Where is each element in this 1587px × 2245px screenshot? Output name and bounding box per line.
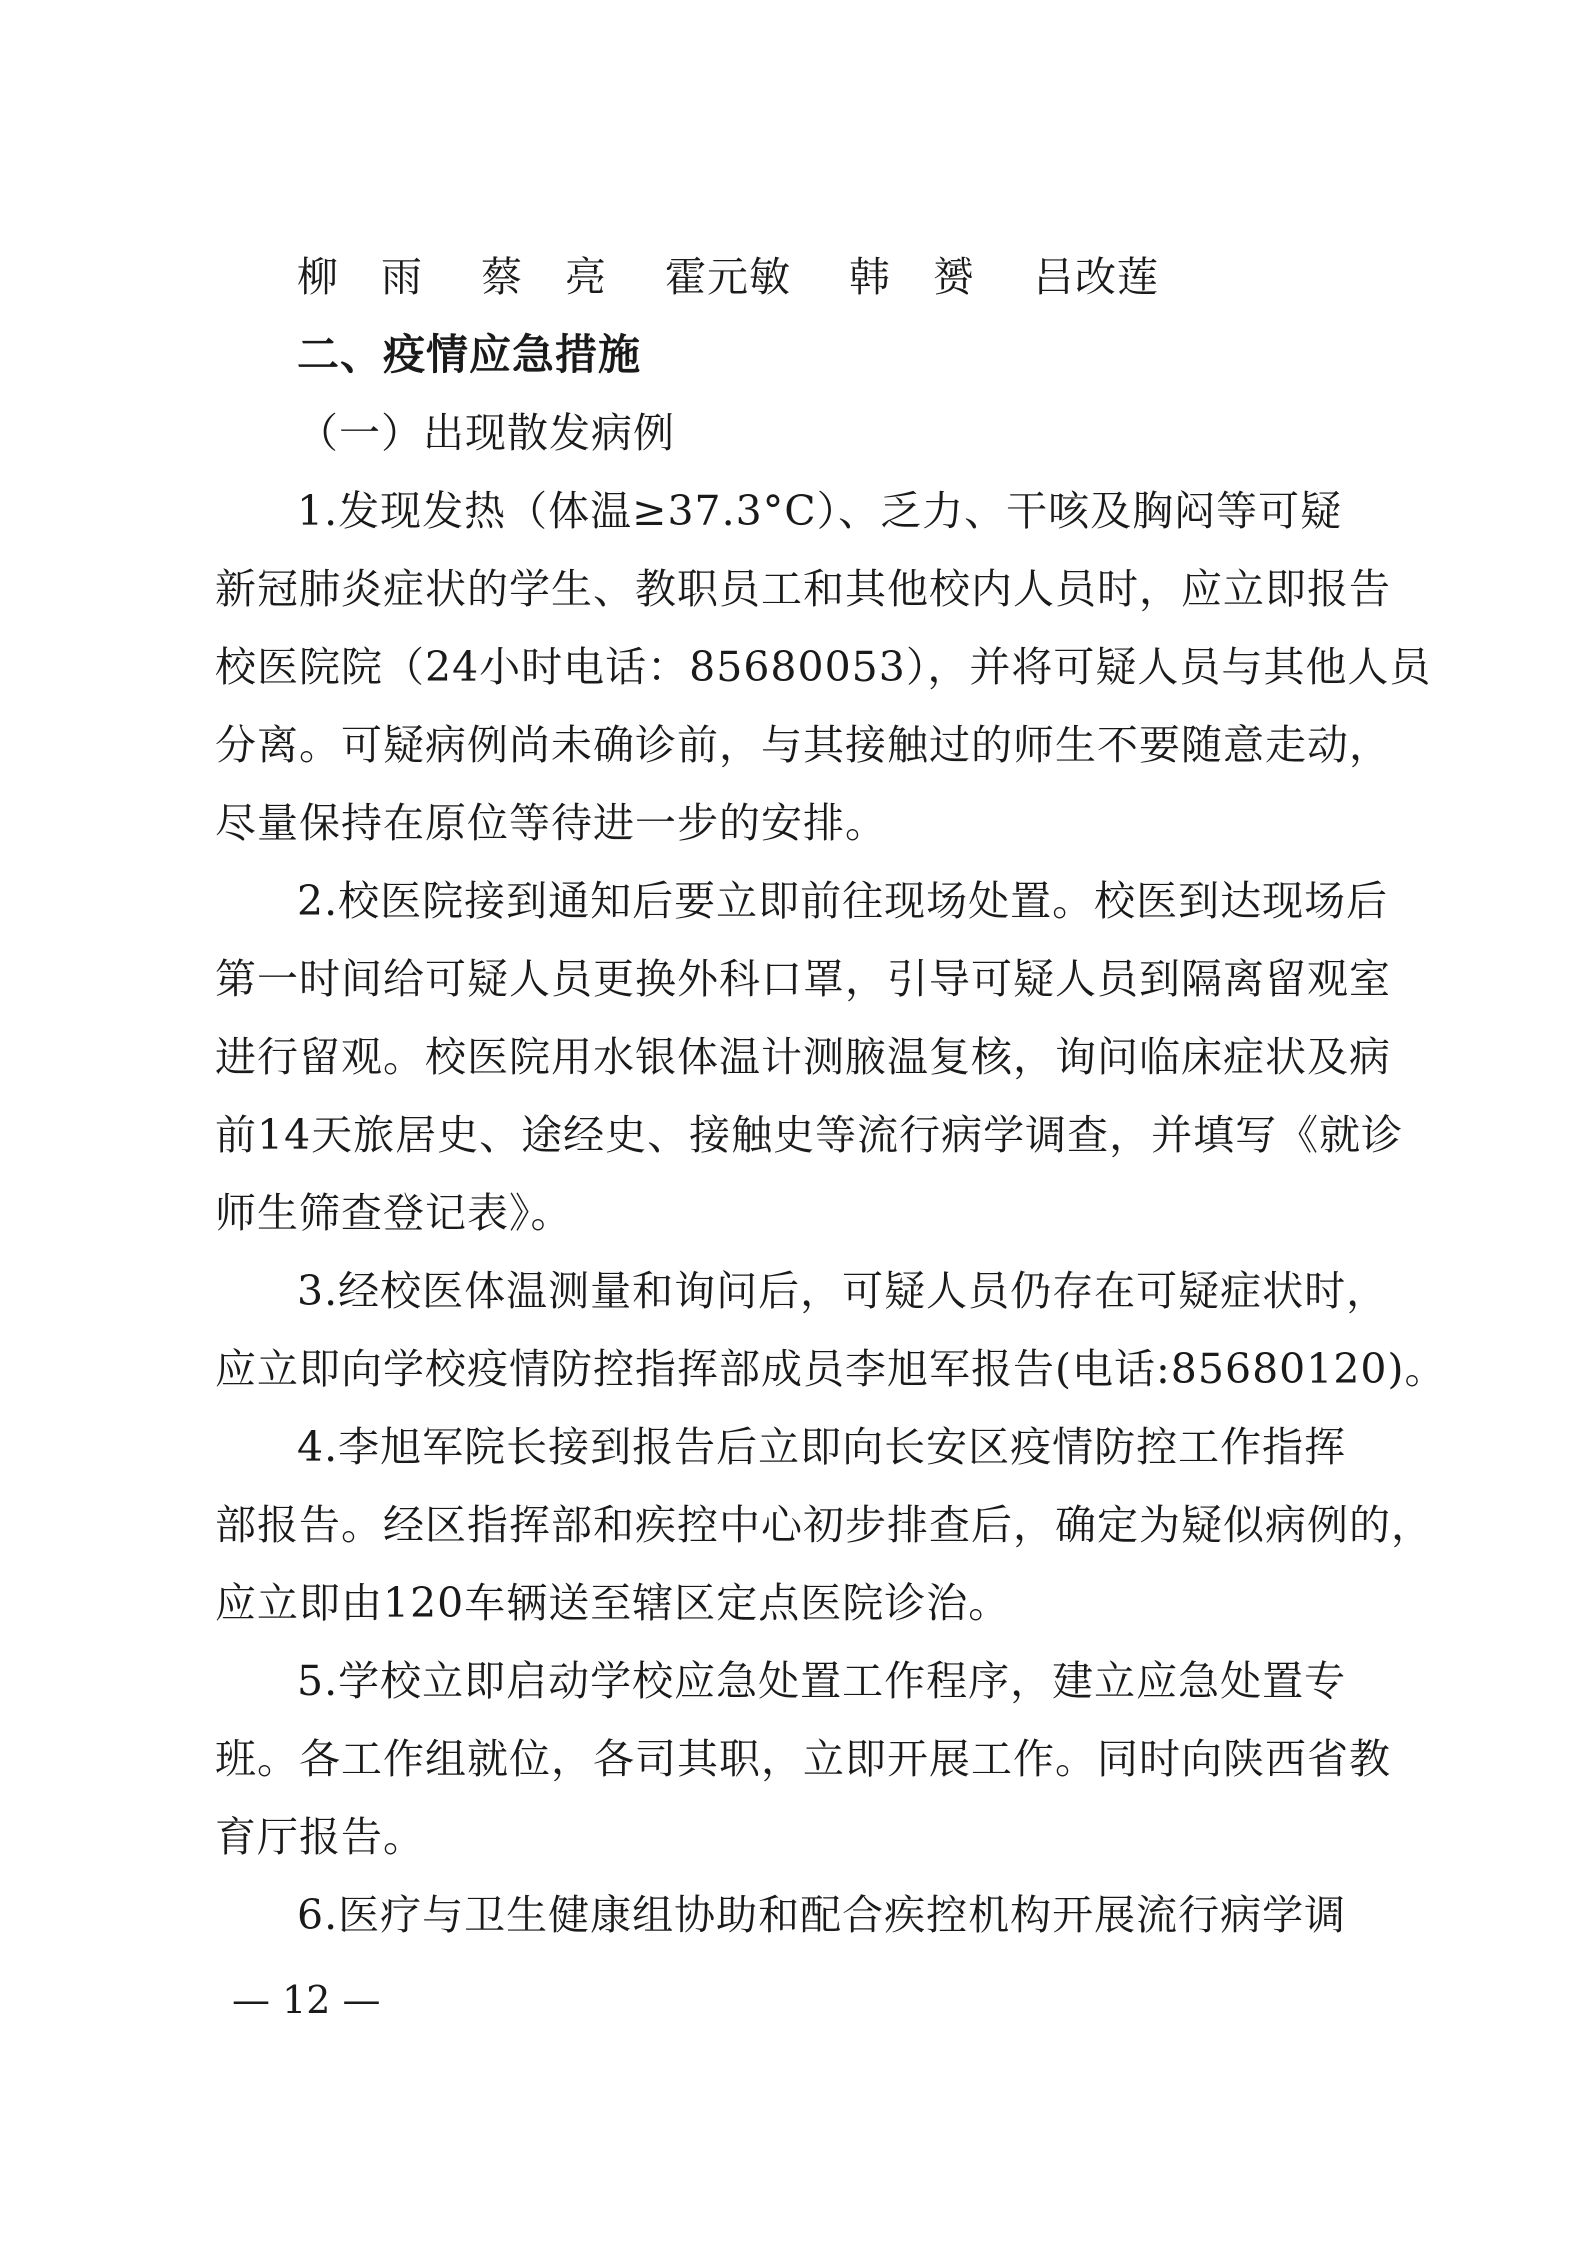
- paragraph-line: 2.校医院接到通知后要立即前往现场处置。校医到达现场后: [297, 877, 1389, 925]
- paragraph-line: 尽量保持在原位等待进一步的安排。: [215, 799, 887, 847]
- paragraph-line: 新冠肺炎症状的学生、教职员工和其他校内人员时，应立即报告: [215, 565, 1391, 613]
- paragraph-line: 分离。可疑病例尚未确诊前，与其接触过的师生不要随意走动，: [215, 721, 1391, 769]
- paragraph-line: 5.学校立即启动学校应急处置工作程序，建立应急处置专: [297, 1657, 1347, 1705]
- staff-name: 吕改莲: [1033, 253, 1159, 301]
- paragraph-4: [215, 1408, 1433, 1642]
- paragraph-line: 应立即向学校疫情防控指挥部成员李旭军报告(电话:85680120)。: [215, 1345, 1447, 1393]
- staff-name: 柳 雨: [297, 253, 423, 301]
- section-heading: 二、疫情应急措施: [297, 330, 642, 379]
- staff-name: 韩 赟: [849, 253, 975, 301]
- staff-name: 霍元敏: [665, 253, 791, 301]
- paragraph-line: 4.李旭军院长接到报告后立即向长安区疫情防控工作指挥: [297, 1423, 1347, 1471]
- paragraph-5: [215, 1642, 1391, 1876]
- page-number: — 12 —: [232, 1978, 381, 2022]
- paragraph-2: [215, 862, 1404, 1252]
- paragraph-3: [215, 1252, 1447, 1408]
- paragraph-line: 校医院院（24小时电话：85680053），并将可疑人员与其他人员: [215, 643, 1432, 691]
- paragraph-line: 进行留观。校医院用水银体温计测腋温复核，询问临床症状及病: [215, 1033, 1391, 1081]
- paragraph-line: 应立即由120车辆送至辖区定点医院诊治。: [215, 1579, 1011, 1627]
- paragraph-line: 3.经校医体温测量和询问后，可疑人员仍存在可疑症状时，: [297, 1267, 1389, 1315]
- document-body: [215, 238, 1447, 1954]
- staff-name: 蔡 亮: [481, 253, 607, 301]
- paragraph-line: 班。各工作组就位，各司其职，立即开展工作。同时向陕西省教: [215, 1735, 1391, 1783]
- paragraph-1: [215, 472, 1432, 862]
- subsection-heading: （一）出现散发病例: [297, 409, 675, 457]
- paragraph-line: 育厅报告。: [215, 1813, 425, 1861]
- staff-names-line: [215, 238, 1385, 316]
- paragraph-line: 前14天旅居史、途经史、接触史等流行病学调查，并填写《就诊: [215, 1111, 1404, 1159]
- paragraph-line: 6.医疗与卫生健康组协助和配合疾控机构开展流行病学调: [297, 1891, 1347, 1939]
- paragraph-line: 师生筛查登记表》。: [215, 1189, 573, 1237]
- paragraph-line: 部报告。经区指挥部和疾控中心初步排查后，确定为疑似病例的，: [215, 1501, 1433, 1549]
- paragraph-line: 第一时间给可疑人员更换外科口罩，引导可疑人员到隔离留观室: [215, 955, 1391, 1003]
- paragraph-line: 1.发现发热（体温≥37.3°C）、乏力、干咳及胸闷等可疑: [297, 487, 1343, 535]
- paragraph-6: [215, 1876, 1385, 1954]
